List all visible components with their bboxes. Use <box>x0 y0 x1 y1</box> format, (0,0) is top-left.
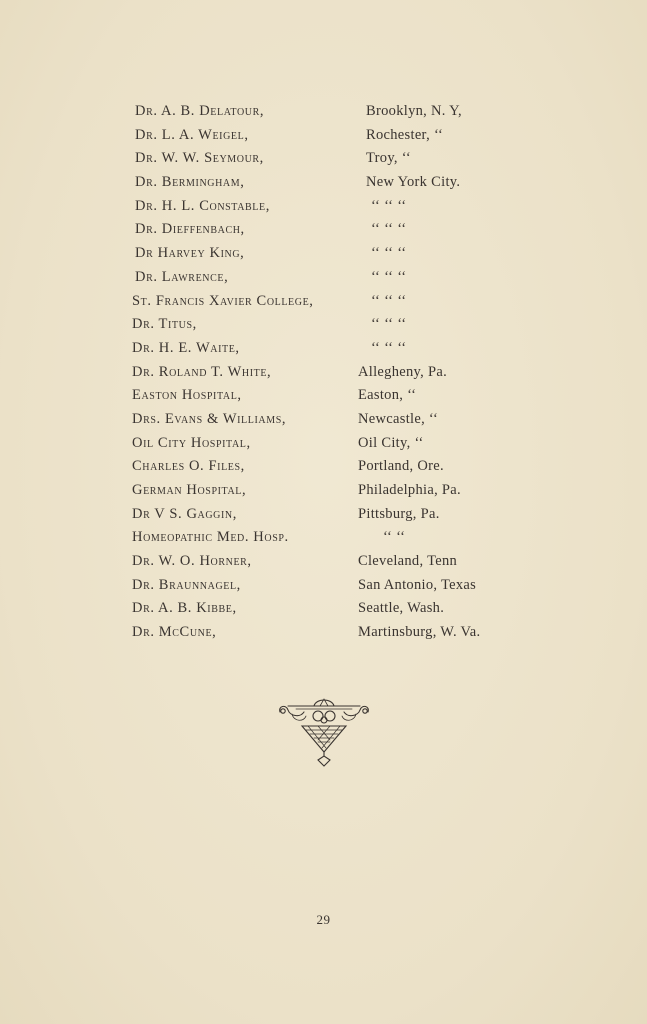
entry-place: Martinsburg, W. Va. <box>358 624 481 641</box>
entry-place: Philadelphia, Pa. <box>358 482 461 498</box>
list-item <box>0 455 647 479</box>
list-item <box>0 597 647 621</box>
entry-place: ‘‘ ‘‘ ‘‘ <box>371 245 407 262</box>
list-item <box>0 337 647 361</box>
entry-place: ‘‘ ‘‘ <box>383 529 406 546</box>
entry-place: San Antonio, Texas <box>358 576 477 593</box>
entry-place: Portland, Ore. <box>358 458 444 475</box>
entry-name: Easton Hospital, <box>132 387 242 404</box>
entry-place: ‘‘ ‘‘ ‘‘ <box>371 292 407 309</box>
entry-place: ‘‘ ‘‘ ‘‘ <box>371 268 407 285</box>
entry-place: ‘‘ ‘‘ ‘‘ <box>371 339 407 356</box>
list-item <box>0 574 647 598</box>
entry-name: Dr. L. A. Weigel, <box>135 126 249 143</box>
entry-place: Oil City, ‘‘ <box>358 434 424 451</box>
entry-name: Dr. W. O. Horner, <box>132 553 252 570</box>
entry-place: Easton, ‘‘ <box>358 387 417 404</box>
entry-name: Dr. A. B. Delatour, <box>135 103 265 119</box>
entry-place: ‘‘ ‘‘ ‘‘ <box>371 221 407 238</box>
entry-place: Rochester, ‘‘ <box>366 126 444 143</box>
list-item <box>0 290 647 314</box>
list-item <box>0 124 647 148</box>
entry-name: Dr. W. W. Seymour, <box>135 150 264 167</box>
entry-name: Charles O. Files, <box>132 458 245 475</box>
entry-name: Homeopathic Med. Hosp. <box>132 529 289 546</box>
list-item <box>0 621 647 645</box>
entry-name: Oil City Hospital, <box>132 434 251 451</box>
entry-name: Drs. Evans & Williams, <box>132 410 287 427</box>
entry-name: Dr. Roland T. White, <box>132 363 272 380</box>
list-item <box>0 550 647 574</box>
list-item <box>0 313 647 337</box>
list-item <box>0 218 647 242</box>
entry-place: Pittsburg, Pa. <box>358 505 440 522</box>
entry-name: Dr. H. L. Constable, <box>135 197 270 214</box>
entry-place: Allegheny, Pa. <box>358 363 448 380</box>
list-item <box>0 266 647 290</box>
subscriber-list <box>0 100 647 645</box>
list-item <box>0 171 647 195</box>
list-item <box>0 526 647 550</box>
entry-place: Brooklyn, N. Y, <box>366 103 462 119</box>
list-item <box>0 242 647 266</box>
list-item <box>0 408 647 432</box>
entry-place: Newcastle, ‘‘ <box>358 410 439 427</box>
list-item <box>0 100 647 124</box>
entry-name: Dr. Bermingham, <box>135 174 245 191</box>
list-item <box>0 147 647 171</box>
entry-name: Dr V S. Gaggin, <box>132 505 237 522</box>
entry-place: Seattle, Wash. <box>358 600 445 617</box>
list-item <box>0 195 647 219</box>
list-item <box>0 432 647 456</box>
list-item <box>0 384 647 408</box>
entry-name: Dr. H. E. Waite, <box>132 339 240 356</box>
list-item <box>0 479 647 503</box>
entry-name: St. Francis Xavier College, <box>132 292 314 309</box>
printers-ornament-icon <box>274 696 374 770</box>
entry-place: ‘‘ ‘‘ ‘‘ <box>371 197 407 214</box>
entry-name: Dr Harvey King, <box>135 245 245 262</box>
entry-name: Dr. Lawrence, <box>135 268 229 285</box>
page-number: 29 <box>316 912 331 927</box>
entry-name: Dr. A. B. Kibbe, <box>132 600 237 617</box>
entry-name: German Hospital, <box>132 482 247 498</box>
list-item <box>0 503 647 527</box>
entry-name: Dr. Dieffenbach, <box>135 221 245 238</box>
entry-place: Cleveland, Tenn <box>358 553 458 570</box>
entry-name: Dr. Braunnagel, <box>132 576 241 593</box>
entry-place: Troy, ‘‘ <box>366 150 411 167</box>
list-item <box>0 361 647 385</box>
entry-name: Dr. Titus, <box>132 316 197 333</box>
entry-place: ‘‘ ‘‘ ‘‘ <box>371 316 407 333</box>
entry-name: Dr. McCune, <box>132 624 217 641</box>
entry-place: New York City. <box>366 174 461 191</box>
